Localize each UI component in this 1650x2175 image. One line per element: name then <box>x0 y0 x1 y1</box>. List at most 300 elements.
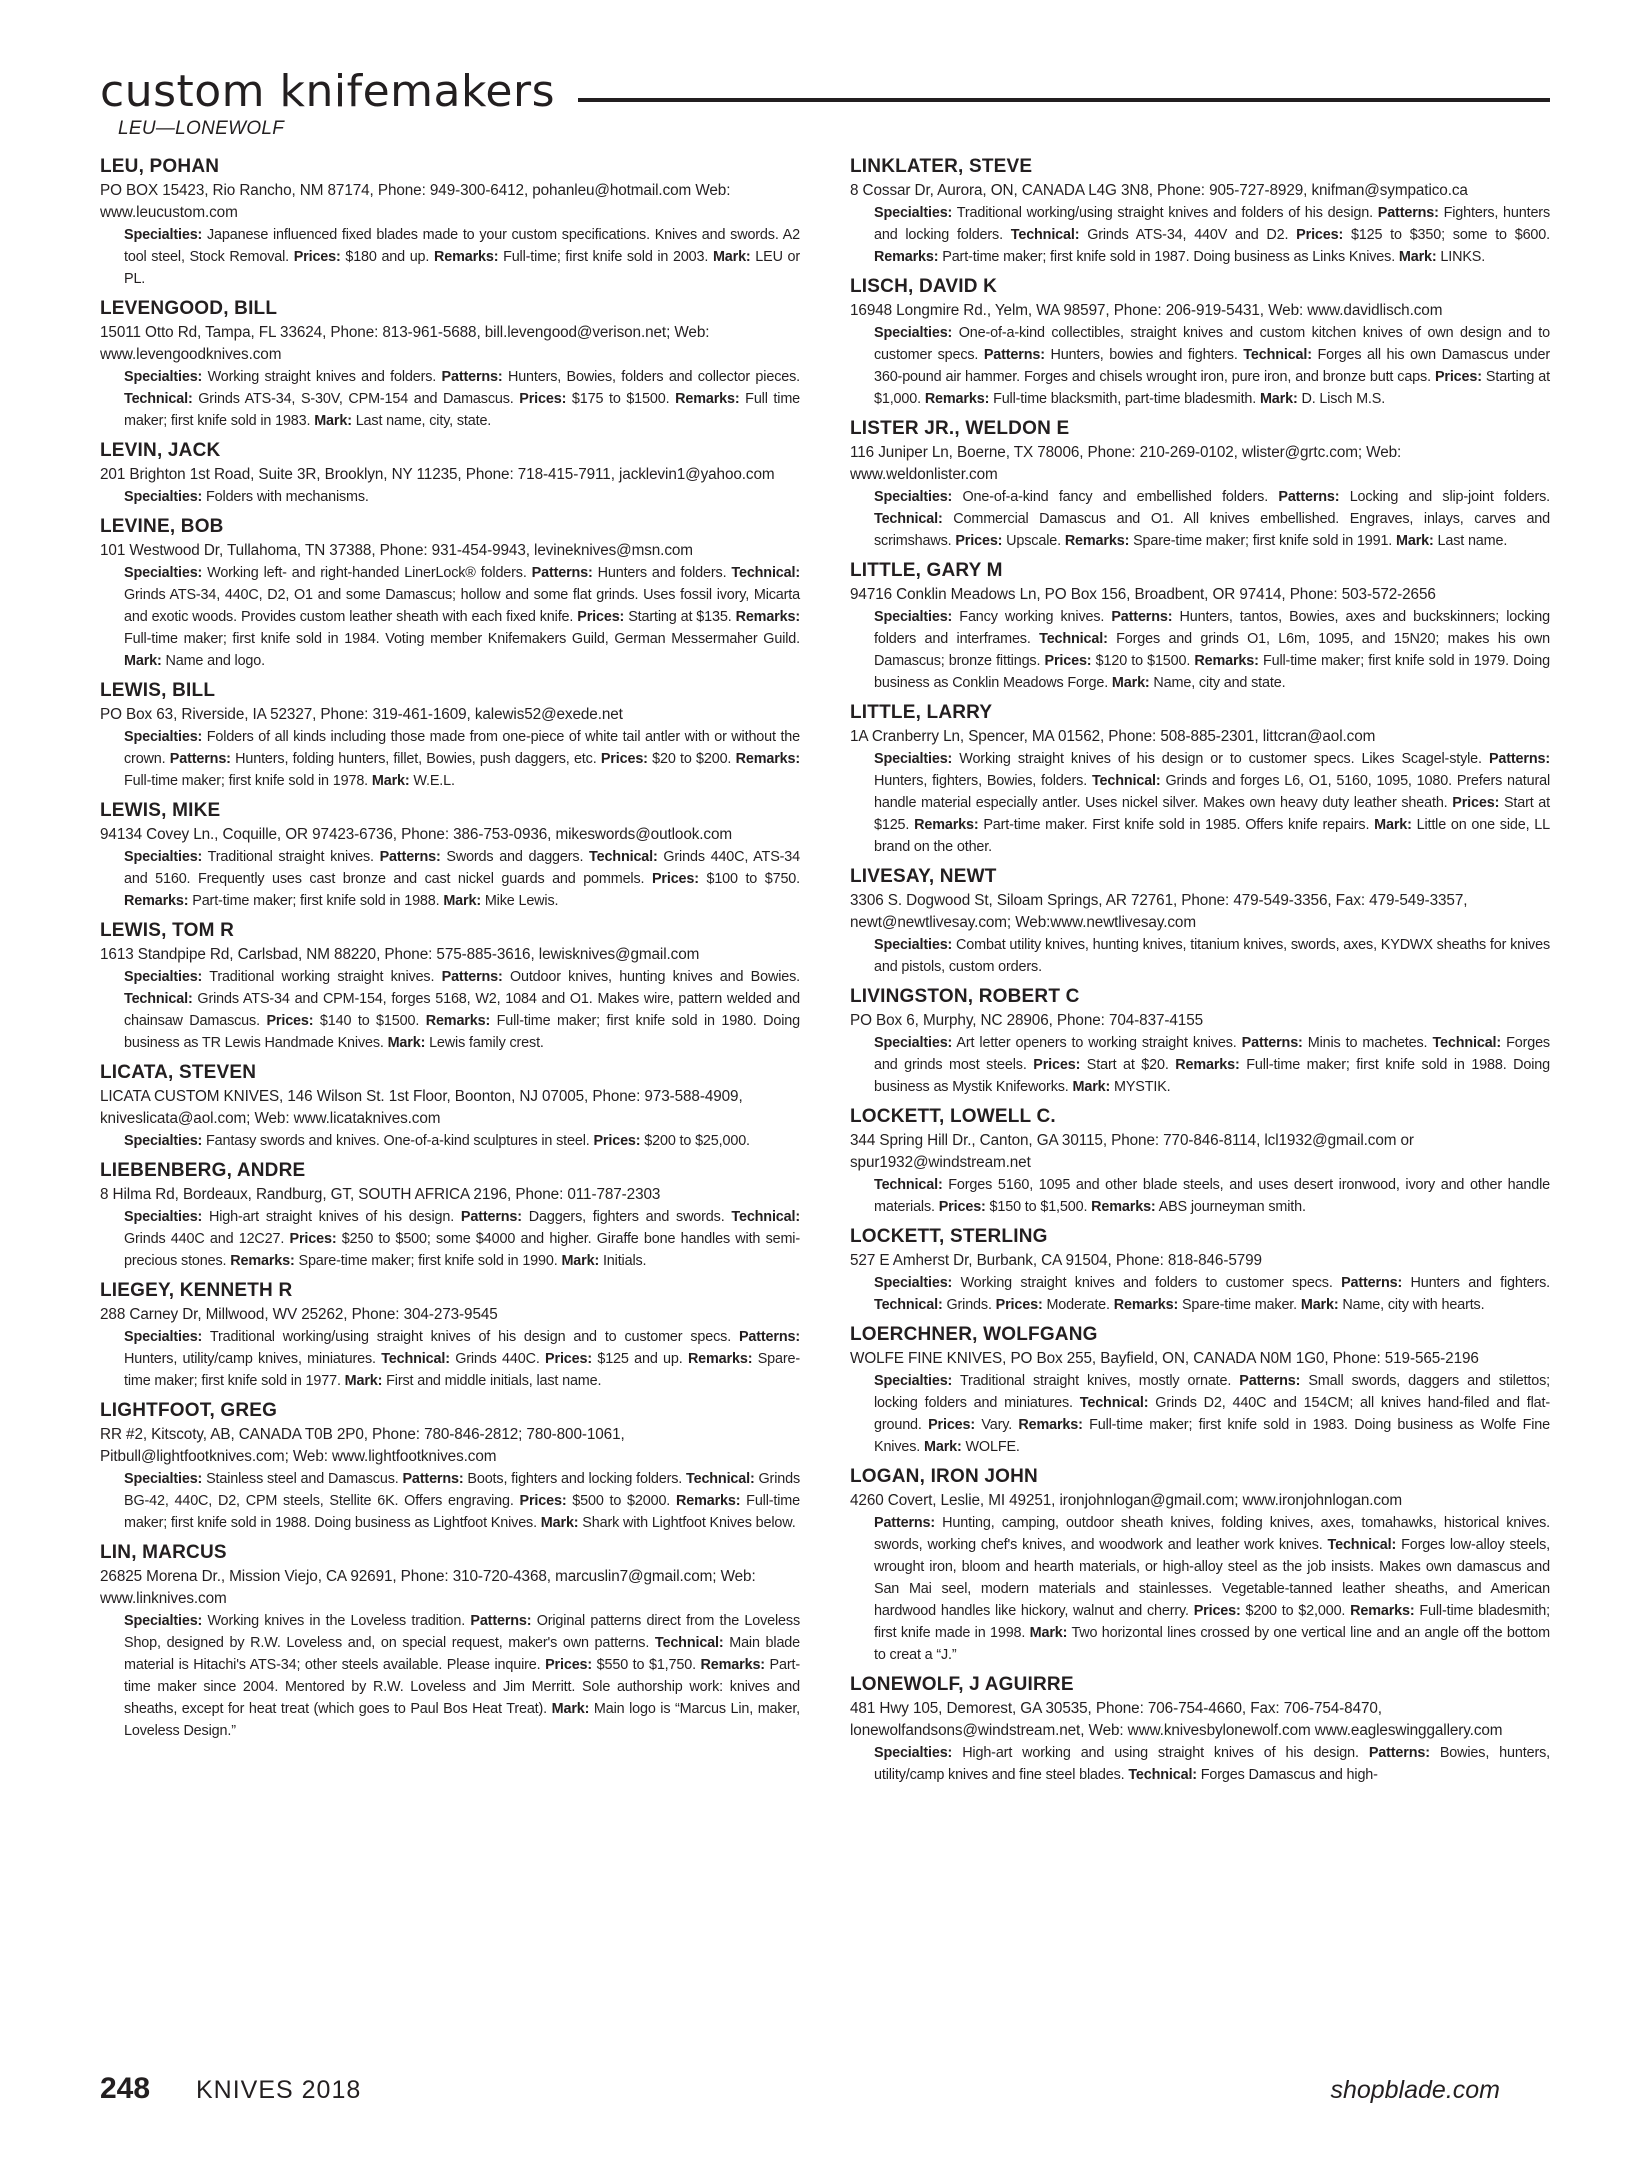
field-text: LEU or PL. <box>124 249 801 287</box>
field-label: Remarks: <box>675 391 740 407</box>
field-label: Mark: <box>1300 1297 1339 1313</box>
field-label: Remarks: <box>735 609 800 625</box>
maker-entry <box>850 864 1550 978</box>
maker-name: LOGAN, IRON JOHN <box>850 1466 1038 1487</box>
field-text: Grinds 440C. <box>449 1351 546 1367</box>
field-label: Prices: <box>995 1297 1043 1313</box>
maker-entry <box>850 274 1550 410</box>
field-label: Specialties: <box>124 565 203 581</box>
maker-description <box>100 1130 800 1152</box>
field-text: LINKS. <box>1436 249 1486 265</box>
field-label: Patterns: <box>1239 1373 1301 1389</box>
field-text: Folders of all kinds including those made from one-piece of white tail antler with or without the crown. <box>124 729 800 767</box>
field-label: Mark: <box>924 1439 962 1455</box>
field-text: Forges all his own Damascus under 360-pound air hammer. Forges and chisels wrought iron, pure iron, and bronze butt caps. <box>874 347 1550 385</box>
field-text: Fighters, hunters and locking folders. <box>874 205 1550 243</box>
field-text: Minis to machetes. <box>1302 1035 1433 1051</box>
field-text: Swords and daggers. <box>440 849 590 865</box>
field-text: $20 to $200. <box>647 751 736 767</box>
maker-description <box>850 1742 1550 1786</box>
maker-entry <box>100 296 800 432</box>
field-text: Grinds and forges L6, O1, 5160, 1095, 1080. Prefers natural handle material especially antler. Uses nickel silver. Makes own heavy duty leather sheath. <box>874 773 1550 811</box>
field-label: Prices: <box>593 1133 641 1149</box>
field-label: Remarks: <box>433 249 499 265</box>
website-link[interactable]: shopblade.com <box>1330 2076 1500 2104</box>
left-column <box>100 154 800 1748</box>
field-label: Remarks: <box>1091 1199 1156 1215</box>
field-text: High-art working and using straight knives of his design. <box>952 1745 1369 1761</box>
maker-description <box>100 366 800 432</box>
field-text: Grinds D2, 440C and 154CM; all knives hand-filed and flat-ground. <box>874 1395 1550 1433</box>
field-text: Traditional straight knives, mostly ornate. <box>952 1373 1240 1389</box>
field-label: Specialties: <box>124 969 203 985</box>
field-label: Mark: <box>561 1253 600 1269</box>
field-text: Working straight knives of his design or to customer specs. Likes Scagel-style. <box>952 751 1489 767</box>
field-label: Specialties: <box>874 1275 953 1291</box>
field-text: Starting at $135. <box>624 609 736 625</box>
maker-name: LIGHTFOOT, GREG <box>100 1400 278 1421</box>
field-label: Specialties: <box>124 1613 203 1629</box>
field-label: Mark: <box>712 249 751 265</box>
header-rule <box>578 98 1550 102</box>
field-text: Grinds ATS-34, S-30V, CPM-154 and Damascus. <box>192 391 520 407</box>
field-label: Remarks: <box>1350 1603 1415 1619</box>
field-label: Prices: <box>1452 795 1500 811</box>
field-label: Remarks: <box>230 1253 295 1269</box>
field-label: Mark: <box>540 1515 579 1531</box>
field-text: One-of-a-kind collectibles, straight knives and custom kitchen knives of own design and to customer specs. <box>874 325 1550 363</box>
field-text: $125 to $350; some to $600. <box>1343 227 1550 243</box>
field-text: Hunters and folders. <box>592 565 732 581</box>
maker-description <box>100 1326 800 1392</box>
field-label: Patterns: <box>1278 489 1340 505</box>
field-text: Last name, city, state. <box>351 413 492 429</box>
field-label: Specialties: <box>874 489 953 505</box>
maker-entry <box>850 700 1550 858</box>
maker-name: LIVESAY, NEWT <box>850 866 997 887</box>
maker-description <box>850 606 1550 694</box>
field-label: Remarks: <box>1175 1057 1240 1073</box>
field-text: Traditional working/using straight knives of his design and to customer specs. <box>202 1329 739 1345</box>
field-text: W.E.L. <box>409 773 455 789</box>
maker-entry <box>850 984 1550 1098</box>
field-text: Traditional working straight knives. <box>202 969 442 985</box>
field-text: $175 to $1500. <box>566 391 676 407</box>
field-label: Patterns: <box>1377 205 1439 221</box>
field-label: Prices: <box>1193 1603 1241 1619</box>
field-text: Name and logo. <box>161 653 265 669</box>
field-text: $120 to $1500. <box>1091 653 1195 669</box>
field-text: MYSTIK. <box>1110 1079 1171 1095</box>
field-label: Mark: <box>1398 249 1437 265</box>
field-label: Prices: <box>519 391 567 407</box>
field-text: Spare-time maker. <box>1178 1297 1301 1313</box>
field-text: Vary. <box>975 1417 1019 1433</box>
field-text: Grinds ATS-34, 440C, D2, O1 and some Damascus; hollow and some flat grinds. Uses fossil ivory, Micarta and exotic woods. Provides custom leather sheath with each fixed knife. <box>124 587 800 625</box>
field-label: Remarks: <box>687 1351 753 1367</box>
field-text: $150 to $1,500. <box>985 1199 1092 1215</box>
maker-description <box>100 846 800 912</box>
maker-name: LIVINGSTON, ROBERT C <box>850 986 1080 1007</box>
field-label: Patterns: <box>1341 1275 1403 1291</box>
maker-entry <box>850 1464 1550 1666</box>
field-text: Bowies, hunters, utility/camp knives and fine steel blades. <box>874 1745 1550 1783</box>
maker-contact: 16948 Longmire Rd., Yelm, WA 98597, Phone: 206-919-5431, Web: www.davidlisch.com <box>850 302 1443 319</box>
field-text: Spare-time maker; first knife sold in 1990. <box>294 1253 562 1269</box>
field-label: Technical: <box>124 391 193 407</box>
field-text: Moderate. <box>1042 1297 1114 1313</box>
maker-contact: RR #2, Kitscoty, AB, CANADA T0B 2P0, Phone: 780-846-2812; 780-800-1061, Pitbull@lightfootknives.com; Web: www.lightfootknives.com <box>100 1426 625 1465</box>
field-text: Little on one side, LL brand on the other. <box>874 817 1550 855</box>
field-label: Remarks: <box>124 893 189 909</box>
field-text: Full-time maker; first knife sold in 1979. Doing business as Conklin Meadows Forge. <box>874 653 1550 691</box>
field-text: Part-time maker. First knife sold in 1985. Offers knife repairs. <box>978 817 1375 833</box>
maker-contact: PO Box 63, Riverside, IA 52327, Phone: 319-461-1609, kalewis52@exede.net <box>100 706 623 723</box>
field-label: Prices: <box>266 1013 314 1029</box>
maker-contact: 15011 Otto Rd, Tampa, FL 33624, Phone: 813-961-5688, bill.levengood@verison.net; Web: www.levengoodknives.com <box>100 324 710 363</box>
maker-name: LEVIN, JACK <box>100 440 221 461</box>
field-text: Grinds ATS-34 and CPM-154, forges 5168, W2, 1084 and O1. Makes wire, pattern welded and chainsaw Damascus. <box>124 991 800 1029</box>
field-text: Start at $20. <box>1080 1057 1176 1073</box>
maker-name: LISCH, DAVID K <box>850 276 998 297</box>
field-label: Mark: <box>1259 391 1298 407</box>
maker-name: LOCKETT, STERLING <box>850 1226 1048 1247</box>
field-text: $180 and up. <box>340 249 434 265</box>
field-label: Remarks: <box>1194 653 1259 669</box>
field-text: Name, city and state. <box>1149 675 1286 691</box>
field-label: Patterns: <box>738 1329 800 1345</box>
field-label: Technical: <box>731 565 800 581</box>
maker-description <box>100 486 800 508</box>
field-text: Hunters, tantos, Bowies, axes and buckskinners; locking folders and interframes. <box>874 609 1550 647</box>
field-label: Patterns: <box>441 369 503 385</box>
maker-entry <box>850 1322 1550 1458</box>
field-text: WOLFE. <box>961 1439 1020 1455</box>
maker-entry <box>100 1398 800 1534</box>
maker-contact: 201 Brighton 1st Road, Suite 3R, Brooklyn, NY 11235, Phone: 718-415-7911, jacklevin1@yahoo.com <box>100 466 775 483</box>
field-text: Grinds BG-42, 440C, D2, CPM steels, Stellite 6K. Offers engraving. <box>124 1471 800 1509</box>
maker-name: LEVINE, BOB <box>100 516 224 537</box>
field-label: Mark: <box>1374 817 1412 833</box>
field-label: Technical: <box>381 1351 450 1367</box>
field-text: Hunters, Bowies, folders and collector pieces. <box>502 369 800 385</box>
field-text: Spare-time maker; first knife sold in 1977. <box>124 1351 800 1389</box>
field-text: Initials. <box>599 1253 647 1269</box>
field-label: Technical: <box>654 1635 724 1651</box>
field-label: Specialties: <box>124 849 203 865</box>
field-label: Specialties: <box>874 1035 953 1051</box>
maker-contact: 26825 Morena Dr., Mission Viejo, CA 92691, Phone: 310-720-4368, marcuslin7@gmail.com; Web: www.linknives.com <box>100 1568 756 1607</box>
maker-name: LEWIS, MIKE <box>100 800 221 821</box>
field-text: Forges low-alloy steels, wrought iron, bloom and hearth materials, or high-alloy steel as the job insists. Makes own damascus and San Mai seel, modern materials and stainlesses. Vegetable-tanned leather sheaths, and American hardwood handles like hickory, walnut and cherry. <box>874 1537 1550 1619</box>
maker-contact: 1A Cranberry Ln, Spencer, MA 01562, Phone: 508-885-2301, littcran@aol.com <box>850 728 1376 745</box>
maker-contact: PO Box 6, Murphy, NC 28906, Phone: 704-837-4155 <box>850 1012 1204 1029</box>
field-label: Specialties: <box>124 1329 203 1345</box>
field-label: Mark: <box>314 413 352 429</box>
maker-name: LONEWOLF, J AGUIRRE <box>850 1674 1074 1695</box>
field-text: Two horizontal lines crossed by one vertical line and an angle off the bottom to creat a “J.” <box>874 1625 1550 1663</box>
maker-contact: 94134 Covey Ln., Coquille, OR 97423-6736, Phone: 386-753-0936, mikeswords@outlook.com <box>100 826 733 843</box>
field-label: Remarks: <box>425 1013 491 1029</box>
field-text: Full-time maker; first knife sold in 1988. Doing business as Lightfoot Knives. <box>124 1493 801 1531</box>
field-text: Forges 5160, 1095 and other blade steels, and uses desert ironwood, ivory and other handle materials. <box>874 1177 1550 1215</box>
field-label: Prices: <box>1033 1057 1081 1073</box>
field-text: Hunters, fighters, Bowies, folders. <box>874 773 1092 789</box>
field-text: Full-time maker; first knife sold in 1983. Doing business as Wolfe Fine Knives. <box>874 1417 1550 1455</box>
field-label: Mark: <box>1396 533 1434 549</box>
maker-name: LISTER JR., WELDON E <box>850 418 1070 439</box>
field-label: Technical: <box>1091 773 1161 789</box>
field-label: Technical: <box>1432 1035 1502 1051</box>
maker-entry <box>100 918 800 1054</box>
field-text: Full-time maker; first knife sold in 1980. Doing business as TR Lewis Handmade Knives. <box>124 1013 801 1051</box>
field-text: Mike Lewis. <box>480 893 559 909</box>
maker-name: LEWIS, BILL <box>100 680 216 701</box>
field-label: Specialties: <box>124 489 203 505</box>
field-text: Original patterns direct from the Loveless Shop, designed by R.W. Loveless and, on special request, maker's own patterns. <box>124 1613 800 1651</box>
field-label: Specialties: <box>874 1745 953 1761</box>
field-text: Full-time maker; first knife sold in 1988. Doing business as Mystik Knifeworks. <box>874 1057 1550 1095</box>
field-label: Specialties: <box>874 1373 953 1389</box>
maker-entry <box>850 154 1550 268</box>
field-text: Full time maker; first knife sold in 1983. <box>124 391 801 429</box>
maker-description <box>850 202 1550 268</box>
field-text: $125 and up. <box>592 1351 688 1367</box>
maker-name: LITTLE, GARY M <box>850 560 1003 581</box>
field-text: $500 to $2000. <box>566 1493 676 1509</box>
maker-entry <box>100 1158 800 1272</box>
maker-description <box>850 934 1550 978</box>
maker-description <box>100 1610 800 1742</box>
field-text: D. Lisch M.S. <box>1297 391 1386 407</box>
field-label: Patterns: <box>1488 751 1550 767</box>
field-label: Technical: <box>589 849 658 865</box>
field-label: Remarks: <box>675 1493 741 1509</box>
field-label: Remarks: <box>924 391 990 407</box>
maker-entry <box>100 1540 800 1742</box>
field-text: Lewis family crest. <box>425 1035 544 1051</box>
maker-contact: WOLFE FINE KNIVES, PO Box 255, Bayfield, ON, CANADA N0M 1G0, Phone: 519-565-2196 <box>850 1350 1479 1367</box>
field-label: Technical: <box>874 1177 943 1193</box>
field-label: Mark: <box>551 1701 590 1717</box>
field-label: Patterns: <box>1241 1035 1303 1051</box>
field-text: Locking and slip-joint folders. <box>1339 489 1550 505</box>
field-label: Technical: <box>1243 347 1312 363</box>
field-label: Mark: <box>1029 1625 1068 1641</box>
maker-entry <box>100 1278 800 1392</box>
field-text: Hunters and fighters. <box>1402 1275 1550 1291</box>
maker-contact: 288 Carney Dr, Millwood, WV 25262, Phone: 304-273-9545 <box>100 1306 498 1323</box>
field-text: Stainless steel and Damascus. <box>202 1471 403 1487</box>
field-label: Technical: <box>1327 1537 1397 1553</box>
field-label: Remarks: <box>1113 1297 1179 1313</box>
page-number: 248 <box>100 2072 151 2105</box>
field-label: Specialties: <box>874 609 953 625</box>
field-text: Traditional straight knives. <box>202 849 380 865</box>
field-label: Technical: <box>874 511 943 527</box>
field-text: Full-time maker; first knife sold in 1978. <box>124 773 372 789</box>
field-text: $550 to $1,750. <box>592 1657 701 1673</box>
maker-entry <box>850 558 1550 694</box>
field-label: Specialties: <box>124 369 203 385</box>
field-text: Fantasy swords and knives. One-of-a-kind sculptures in steel. <box>202 1133 594 1149</box>
field-text: Grinds 440C, ATS-34 and 5160. Frequently uses cast bronze and cast nickel guards and pommels. <box>124 849 800 887</box>
field-text: Last name. <box>1433 533 1508 549</box>
field-label: Specialties: <box>124 1209 203 1225</box>
maker-description <box>850 748 1550 858</box>
page-header <box>100 66 1550 139</box>
maker-description <box>100 966 800 1054</box>
field-text: Japanese influenced fixed blades made to your custom specifications. Knives and swords. A2 tool steel, Stock Removal. <box>124 227 800 265</box>
field-text: Art letter openers to working straight knives. <box>952 1035 1242 1051</box>
maker-entry <box>850 1104 1550 1218</box>
field-text: One-of-a-kind fancy and embellished folders. <box>952 489 1279 505</box>
maker-description <box>100 1468 800 1534</box>
maker-contact: 8 Hilma Rd, Bordeaux, Randburg, GT, SOUTH AFRICA 2196, Phone: 011-787-2303 <box>100 1186 661 1203</box>
right-column <box>850 154 1550 1792</box>
field-text: $200 to $2,000. <box>1240 1603 1351 1619</box>
field-label: Remarks: <box>914 817 979 833</box>
field-label: Mark: <box>1072 1079 1111 1095</box>
field-label: Patterns: <box>531 565 593 581</box>
maker-name: LITTLE, LARRY <box>850 702 993 723</box>
field-text: Working straight knives and folders. <box>202 369 442 385</box>
field-label: Technical: <box>124 991 193 1007</box>
maker-description <box>100 726 800 792</box>
field-label: Prices: <box>1044 653 1092 669</box>
field-label: Specialties: <box>874 325 953 341</box>
field-text: Full-time blacksmith, part-time bladesmith. <box>989 391 1260 407</box>
maker-description <box>850 1032 1550 1098</box>
maker-name: LOCKETT, LOWELL C. <box>850 1106 1056 1127</box>
maker-name: LEVENGOOD, BILL <box>100 298 278 319</box>
field-text: Hunting, camping, outdoor sheath knives, folding knives, axes, tomahawks, historical knives. swords, working chef's knives, and woodwork and leather work knives. <box>874 1515 1550 1553</box>
maker-contact: PO BOX 15423, Rio Rancho, NM 87174, Phone: 949-300-6412, pohanleu@hotmail.com Web: www.leucustom.com <box>100 182 731 221</box>
maker-description <box>850 1272 1550 1316</box>
field-text: Starting at $1,000. <box>874 369 1550 407</box>
field-label: Technical: <box>1039 631 1108 647</box>
field-text: High-art straight knives of his design. <box>202 1209 461 1225</box>
field-label: Specialties: <box>874 937 953 953</box>
field-text: Commercial Damascus and O1. All knives embellished. Engraves, inlays, carves and scrimshaws. <box>874 511 1550 549</box>
field-text: Spare-time maker; first knife sold in 1991. <box>1129 533 1397 549</box>
field-label: Mark: <box>1111 675 1150 691</box>
field-text: First and middle initials, last name. <box>382 1373 602 1389</box>
field-label: Patterns: <box>379 849 441 865</box>
maker-name: LICATA, STEVEN <box>100 1062 257 1083</box>
maker-contact: 344 Spring Hill Dr., Canton, GA 30115, Phone: 770-846-8114, lcl1932@gmail.com or spur1932@windstream.net <box>850 1132 1414 1171</box>
field-label: Technical: <box>1079 1395 1149 1411</box>
maker-contact: 101 Westwood Dr, Tullahoma, TN 37388, Phone: 931-454-9943, levineknives@msn.com <box>100 542 693 559</box>
field-text: Shark with Lightfoot Knives below. <box>578 1515 796 1531</box>
field-label: Technical: <box>731 1209 800 1225</box>
maker-name: LEU, POHAN <box>100 156 220 177</box>
field-text: Part-time maker since 2004. Mentored by R.W. Loveless and Jim Merritt. Sole authorship work: knives and sheaths, except for heat treat (which goes to Paul Bos Heat Treat). <box>124 1657 800 1717</box>
field-label: Remarks: <box>735 751 800 767</box>
maker-entry <box>100 1060 800 1152</box>
field-label: Prices: <box>545 1657 593 1673</box>
field-label: Technical: <box>1128 1767 1197 1783</box>
field-text: Forges Damascus and high- <box>1196 1767 1378 1783</box>
maker-description <box>850 1512 1550 1666</box>
maker-entry <box>100 798 800 912</box>
maker-name: LOERCHNER, WOLFGANG <box>850 1324 1098 1345</box>
field-text: $140 to $1500. <box>313 1013 426 1029</box>
field-text: Traditional working/using straight knives and folders of his design. <box>952 205 1378 221</box>
maker-contact: 4260 Covert, Leslie, MI 49251, ironjohnlogan@gmail.com; www.ironjohnlogan.com <box>850 1492 1403 1509</box>
field-label: Patterns: <box>470 1613 532 1629</box>
section-title: custom knifemakers <box>100 66 555 117</box>
field-text: Grinds 440C and 12C27. <box>124 1231 290 1247</box>
field-text: $200 to $25,000. <box>640 1133 750 1149</box>
field-text: Full-time maker; first knife sold in 1984. Voting member Knifemakers Guild, German Messermaher Guild. <box>124 631 800 647</box>
field-text: Daggers, fighters and swords. <box>521 1209 732 1225</box>
maker-contact: 527 E Amherst Dr, Burbank, CA 91504, Phone: 818-846-5799 <box>850 1252 1262 1269</box>
field-label: Prices: <box>577 609 625 625</box>
field-label: Specialties: <box>124 729 203 745</box>
field-label: Mark: <box>443 893 481 909</box>
field-label: Patterns: <box>983 347 1045 363</box>
maker-name: LIEBENBERG, ANDRE <box>100 1160 306 1181</box>
field-text: Main logo is “Marcus Lin, maker, Loveless Design.” <box>124 1701 801 1739</box>
maker-entry <box>100 514 800 672</box>
field-label: Remarks: <box>700 1657 765 1673</box>
field-label: Patterns: <box>460 1209 522 1225</box>
field-label: Technical: <box>686 1471 755 1487</box>
field-label: Prices: <box>928 1417 976 1433</box>
field-label: Mark: <box>387 1035 426 1051</box>
field-text: Full-time bladesmith; first knife made in 1998. <box>874 1603 1550 1641</box>
field-label: Specialties: <box>124 1471 203 1487</box>
field-label: Prices: <box>955 533 1003 549</box>
field-text: Part-time maker; first knife sold in 1988. <box>188 893 444 909</box>
maker-description <box>100 562 800 672</box>
field-label: Remarks: <box>1064 533 1130 549</box>
field-text: Working knives in the Loveless tradition. <box>202 1613 471 1629</box>
field-text: Main blade material is Hitachi's ATS-34; other steels available. Please inquire. <box>124 1635 801 1673</box>
field-label: Prices: <box>289 1231 337 1247</box>
field-text: Upscale. <box>1002 533 1065 549</box>
field-text: Grinds. <box>942 1297 996 1313</box>
field-text: Grinds ATS-34, 440V and D2. <box>1079 227 1297 243</box>
maker-entry <box>850 1224 1550 1316</box>
field-label: Remarks: <box>1018 1417 1083 1433</box>
field-text: Hunters, bowies and fighters. <box>1044 347 1244 363</box>
maker-entry <box>100 154 800 290</box>
field-label: Patterns: <box>441 969 503 985</box>
field-text: Combat utility knives, hunting knives, titanium knives, swords, axes, KYDWX sheaths for knives and pistols, custom orders. <box>874 937 1550 975</box>
field-label: Specialties: <box>874 751 953 767</box>
maker-description <box>100 224 800 290</box>
maker-contact: 8 Cossar Dr, Aurora, ON, CANADA L4G 3N8, Phone: 905-727-8929, knifman@sympatico.ca <box>850 182 1468 199</box>
maker-entry <box>850 416 1550 552</box>
maker-description <box>850 322 1550 410</box>
field-label: Patterns: <box>402 1471 464 1487</box>
field-label: Prices: <box>545 1351 592 1367</box>
field-text: $250 to $500; some $4000 and higher. Giraffe bone handles with semi-precious stones. <box>124 1231 800 1269</box>
maker-entry <box>850 1672 1550 1786</box>
maker-name: LINKLATER, STEVE <box>850 156 1033 177</box>
maker-description <box>850 1174 1550 1218</box>
field-label: Specialties: <box>874 205 953 221</box>
maker-entry <box>100 678 800 792</box>
field-label: Specialties: <box>124 227 203 243</box>
field-label: Prices: <box>293 249 341 265</box>
field-label: Specialties: <box>124 1133 203 1149</box>
field-text: Outdoor knives, hunting knives and Bowies. <box>502 969 800 985</box>
maker-contact: 481 Hwy 105, Demorest, GA 30535, Phone: 706-754-4660, Fax: 706-754-8470, lonewolfandsons@windstream.net, Web: www.knivesbylonewolf.com www.eagleswinggallery.com <box>850 1700 1503 1739</box>
maker-description <box>850 1370 1550 1458</box>
